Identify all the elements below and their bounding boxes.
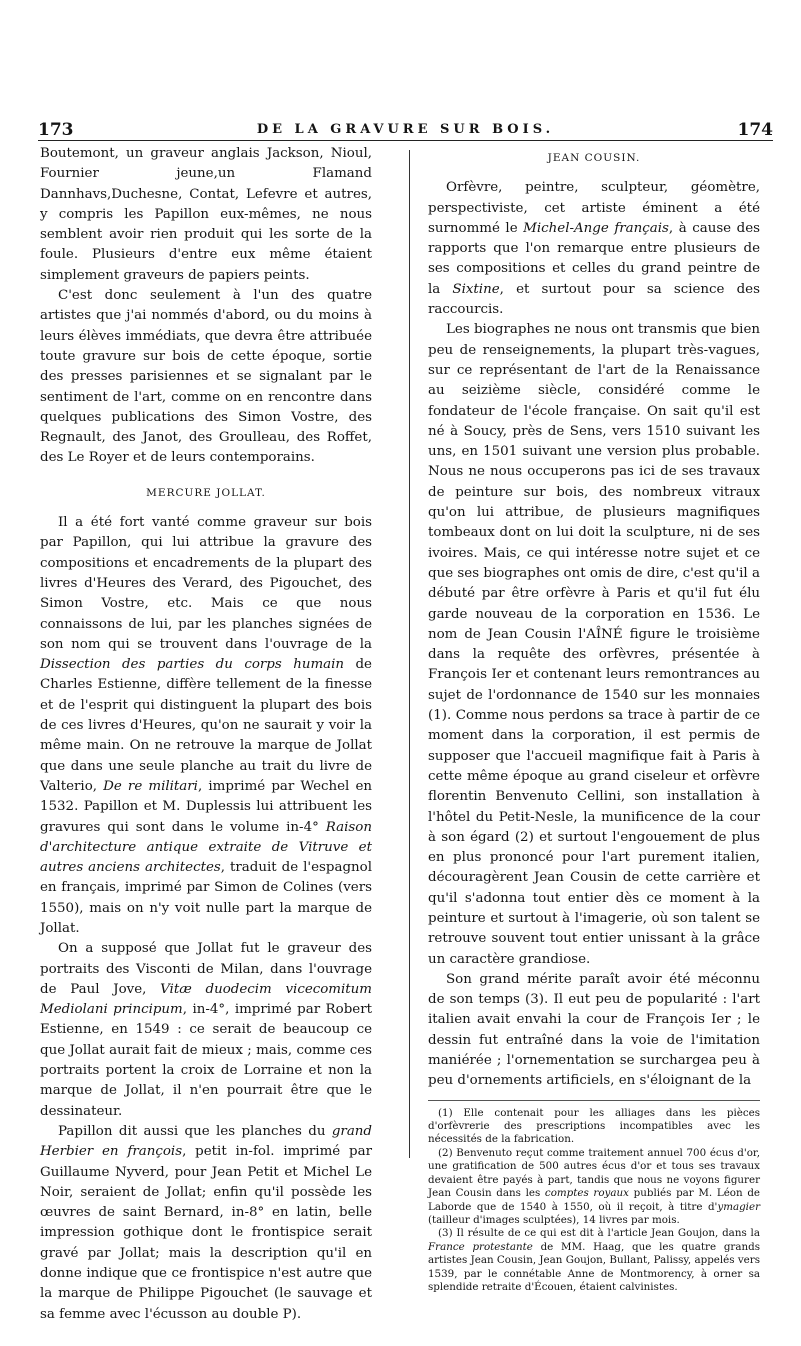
page-header — [38, 118, 773, 142]
paragraph: Orfèvre, peintre, sculpteur, géomètre, perspectiviste, cet artiste éminent a été surnommé le Michel-Ange français, à cause des rapports que l'on remarque entre plusieurs de ses compositions et celles du grand peintre de la Sixtine, et surtout pour sa science des raccourcis. — [428, 180, 760, 318]
page-number-right: 174 — [737, 120, 773, 140]
footnote: (1) Elle contenait pour les alliages dans les pièces d'orfèvrerie des prescriptions incompatibles avec les nécessités de la fabrication. — [428, 1106, 760, 1146]
page-number-left: 173 — [38, 120, 74, 140]
footnote: (2) Benvenuto reçut comme traitement annuel 700 écus d'or, une gratification de 500 autres écus d'or et tous ses travaux devaient être payés à part, tandis que nous ne voyons figurer Jean Cousin dans les comptes royaux publiés par M. Léon de Laborde que de 1540 à 1550, où il reçoit, à titre d'ymagier (tailleur d'images sculptées), 14 livres par mois. — [428, 1146, 760, 1226]
paragraph: Il a été fort vanté comme graveur sur bois par Papillon, qui lui attribue la gravure des compositions et encadrements de la plupart des livres d'Heures des Verard, des Pigouchet, des Simon Vostre, etc. Mais ce que nous connaissons de lui, par les planches signées de son nom qui se trouvent dans l'ouvrage de la Dissection des parties du corps humain de Charles Estienne, diffère tellement de la finesse et de l'esprit qui distinguent la plupart des bois de ces livres d'Heures, qu'on ne saurait y voir la même main. On ne retrouve la marque de Jollat que dans une seule planche au trait du livre de Valterio, De re militari, imprimé par Wechel en 1532. Papillon et M. Duplessis lui attribuent les gravures qui sont dans le volume in-4° Raison d'architecture antique extraite de Vitruve et autres anciens architectes, traduit de l'espagnol en français, imprimé par Simon de Colines (vers 1550), mais on n'y voit nulle part la marque de Jollat. — [40, 515, 372, 936]
left-column — [40, 144, 372, 1325]
header-rule — [38, 140, 773, 141]
paragraph: Papillon dit aussi que les planches du grand Herbier en françois, petit in-fol. imprimé par Guillaume Nyverd, pour Jean Petit et Michel Le Noir, seraient de Jollat; enfin qu'il possède les œuvres de saint Bernard, in-8° en latin, belle impression gothique dont le frontispice serait gravé par Jollat; mais la description qu'il en donne indique que ce frontispice n'est autre que la marque de Philippe Pigouchet (le sauvage et sa femme avec l'écusson au double P). — [40, 1123, 372, 1322]
section-heading-jollat: MERCURE JOLLAT. — [146, 486, 266, 499]
section-heading-cousin: JEAN COUSIN. — [547, 152, 641, 164]
running-title: DE LA GRAVURE SUR BOIS. — [256, 122, 555, 137]
paragraph: Son grand mérite paraît avoir été méconnu de son temps (3). Il eut peu de popularité : l'art italien avait envahi la cour de François Ier ; le dessin fut entraîné dans la voie de l'imitation maniérée ; l'ornementation se surchargea peu à peu d'ornements artificiels, en s'éloignant de la — [428, 971, 760, 1089]
column-divider — [409, 150, 410, 1158]
right-column — [428, 144, 760, 1294]
footnote: (3) Il résulte de ce qui est dit à l'article Jean Goujon, dans la France protestante de MM. Haag, que les quatre grands artistes Jean Cousin, Jean Goujon, Bullant, Palissy, appelés vers 1539, par le connétable Anne de Montmorency, à orner sa splendide retraite d'Écouen, étaient calvinistes. — [428, 1227, 760, 1293]
footnotes — [428, 1100, 760, 1295]
paragraph: Les biographes ne nous ont transmis que bien peu de renseignements, la plupart très-vagues, sur ce représentant de l'art de la Renaissance au seizième siècle, considéré comme le fondateur de l'école française. On sait qu'il est né à Soucy, près de Sens, vers 1510 suivant les uns, en 1501 suivant une version plus probable. Nous ne nous occuperons pas ici de ses travaux de peinture sur bois, des nombreux vitraux qu'on lui attribue, de plusieurs magnifiques tombeaux dont on lui doit la sculpture, ni de ses ivoires. Mais, ce qui intéresse notre sujet et ce que ses biographes ont omis de dire, c'est qu'il a débuté par être orfèvre à Paris et qu'il fut élu garde nouveau de la corporation en 1536. Le nom de Jean Cousin l'AÎNÉ figure le troisième dans la requête des orfèvres, présentée à François Ier et contenant leurs remontrances au sujet de l'ordonnance de 1540 sur les monnaies (1). Comme nous perdons sa trace à partir de ce moment dans la corporation, il est permis de supposer que l'accueil magnifique fait à Paris à cette même époque au grand ciseleur et orfèvre florentin Benvenuto Cellini, son installation à l'hôtel du Petit-Nesle, la munificence de la cour à son égard (2) et surtout l'engouement de plus en plus prononcé pour l'art purement italien, découragèrent Jean Cousin de cette carrière et qu'il s'adonna tout entier dès ce moment à la peinture et surtout à l'imagerie, où son talent se retrouve souvent tout entier unissant à la grâce un caractère grandiose. — [428, 322, 760, 967]
paragraph: C'est donc seulement à l'un des quatre artistes que j'ai nommés d'abord, ou du moins à leurs élèves immédiats, que devra être attribuée toute gravure sur bois de cette époque, sortie des presses parisiennes et se signalant par le sentiment de l'art, comme on en rencontre dans quelques publications des Simon Vostre, des Regnault, des Janot, des Groulleau, des Roffet, des Le Royer et de leurs contemporains. — [40, 288, 372, 466]
paragraph: On a supposé que Jollat fut le graveur des portraits des Visconti de Milan, dans l'ouvrage de Paul Jove, Vitæ duodecim vicecomitum Mediolani principum, in-4°, imprimé par Robert Estienne, en 1549 : ce serait de beaucoup ce que Jollat aurait fait de mieux ; mais, comme ces portraits portent la croix de Lorraine et non la marque de Jollat, il n'en pourrait être que le dessinateur. — [40, 941, 372, 1119]
paragraph: Boutemont, un graveur anglais Jackson, Nioul, Fournier jeune,un Flamand Dannhavs,Duchesne, Contat, Lefevre et autres, y compris les Papillon eux-mêmes, ne nous semblent avoir rien produit qui les sorte de la foule. Plusieurs d'entre eux même étaient simplement graveurs de papiers peints. — [40, 146, 372, 283]
